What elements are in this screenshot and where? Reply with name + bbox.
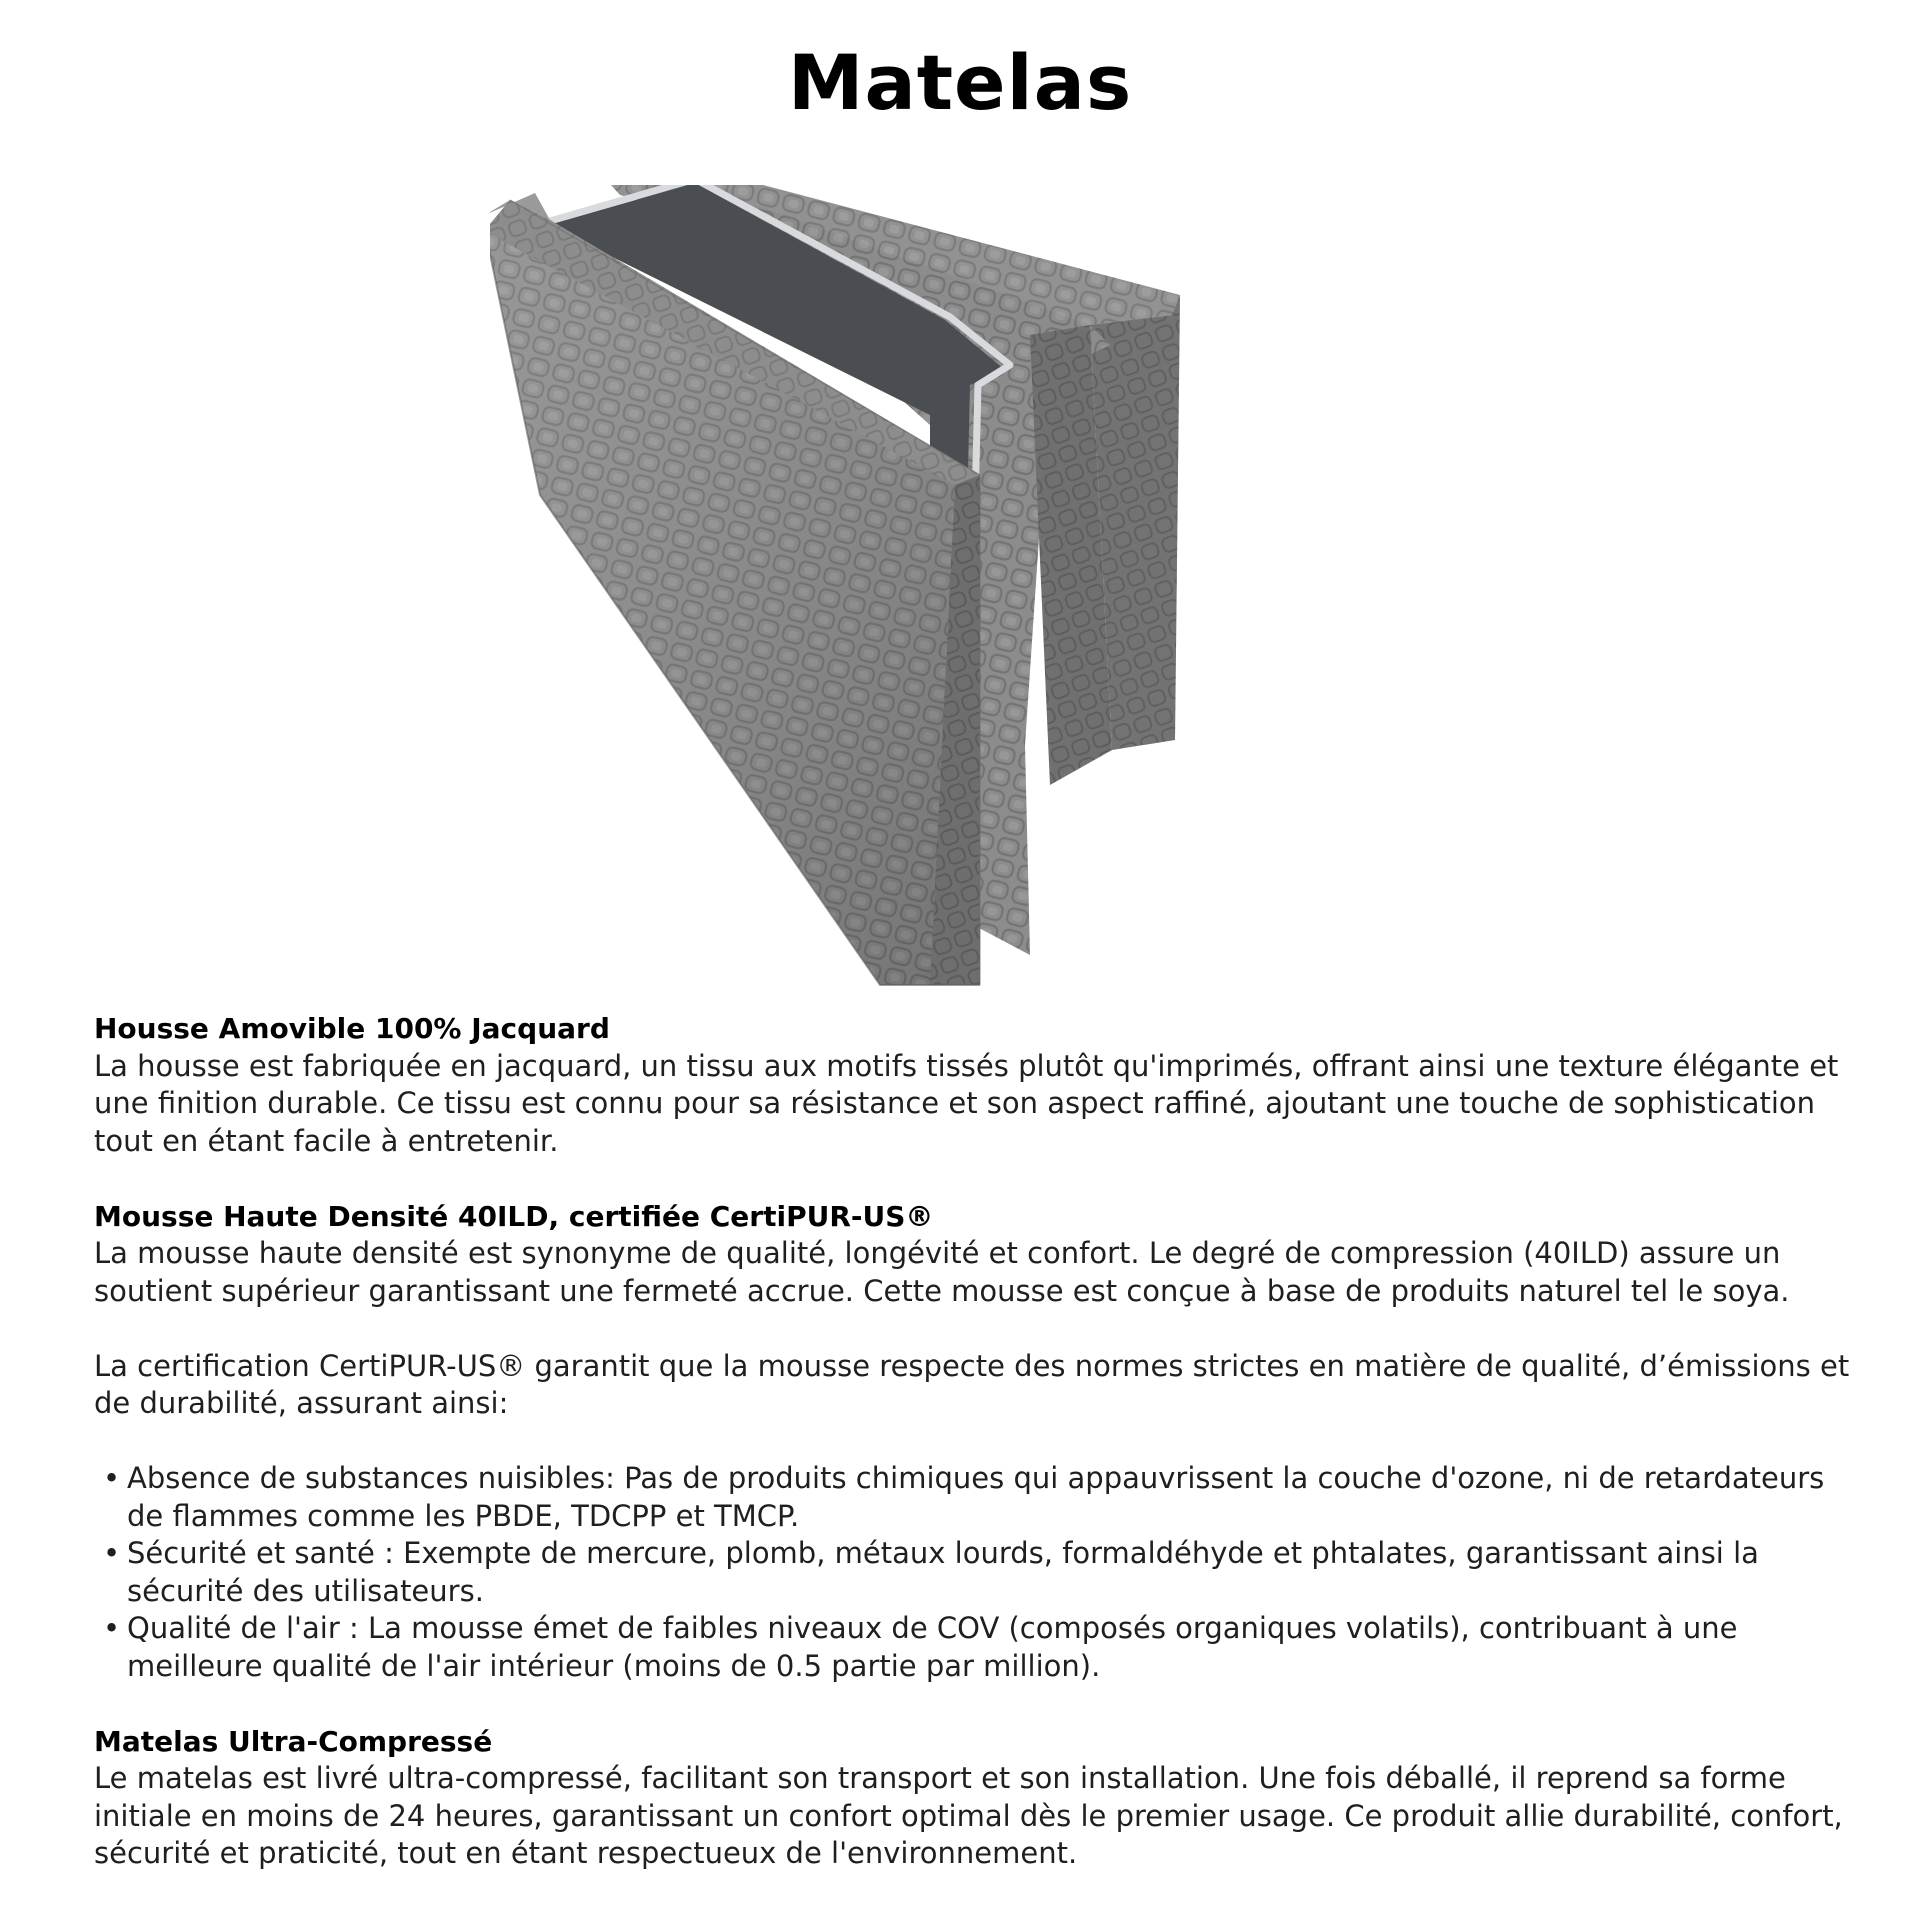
certification-paragraph: La certification CertiPUR-US® garantit que la mousse respecte des normes strictes en matière de qualité, d’émissions et de durabilité, assurant ainsi: — [94, 1348, 1850, 1420]
list-item — [94, 1610, 1854, 1685]
bullet-icon: • — [103, 1611, 121, 1645]
mattress-folded-icon — [490, 185, 1450, 1005]
section-heading-housse: Housse Amovible 100% Jacquard — [94, 1012, 610, 1045]
list-item-text: Qualité de l'air : La mousse émet de faibles niveaux de COV (composés organiques volatils), contribuant à une meilleure qualité de l'air intérieur (moins de 0.5 partie par million). — [127, 1611, 1738, 1683]
bullet-icon: • — [103, 1536, 121, 1570]
section-body-mousse: La mousse haute densité est synonyme de qualité, longévité et confort. Le degré de compression (40ILD) assure un soutient supérieur garantissant une fermeté accrue. Cette mousse est conçue à base de produits naturel tel le soya. — [94, 1236, 1790, 1308]
section-heading-mousse: Mousse Haute Densité 40ILD, certifiée CertiPUR-US® — [94, 1199, 934, 1233]
section-body-compresse: Le matelas est livré ultra-compressé, facilitant son transport et son installation. Une fois déballé, il reprend sa forme initiale en moins de 24 heures, garantissant un confort optimal dès le premier usage. Ce produit allie durabilité, confort, sécurité et praticité, tout en étant respectueux de l'environnement. — [94, 1761, 1843, 1870]
certification-bullet-list — [94, 1460, 1854, 1685]
list-item — [94, 1535, 1854, 1610]
section-heading-compresse: Matelas Ultra-Compressé — [94, 1724, 493, 1758]
product-image — [490, 185, 1450, 1005]
list-item-text: Sécurité et santé : Exempte de mercure, plomb, métaux lourds, formaldéhyde et phtalates, garantissant ainsi la sécurité des utilisateurs. — [127, 1536, 1759, 1608]
section-body-housse: La housse est fabriquée en jacquard, un tissu aux motifs tissés plutôt qu'imprimés, offrant ainsi une texture élégante et une finition durable. Ce tissu est connu pour sa résistance et son aspect raffiné, ajoutant une touche de sophistication tout en étant facile à entretenir. — [94, 1048, 1839, 1158]
list-item — [94, 1460, 1854, 1535]
list-item-text: Absence de substances nuisibles: Pas de produits chimiques qui appauvrissent la couche d'ozone, ni de retardateurs de flammes comme les PBDE, TDCPP et TMCP. — [127, 1461, 1825, 1533]
page-title: Matelas — [787, 38, 1133, 127]
bullet-icon: • — [103, 1461, 121, 1495]
description-content — [94, 1010, 1854, 1873]
